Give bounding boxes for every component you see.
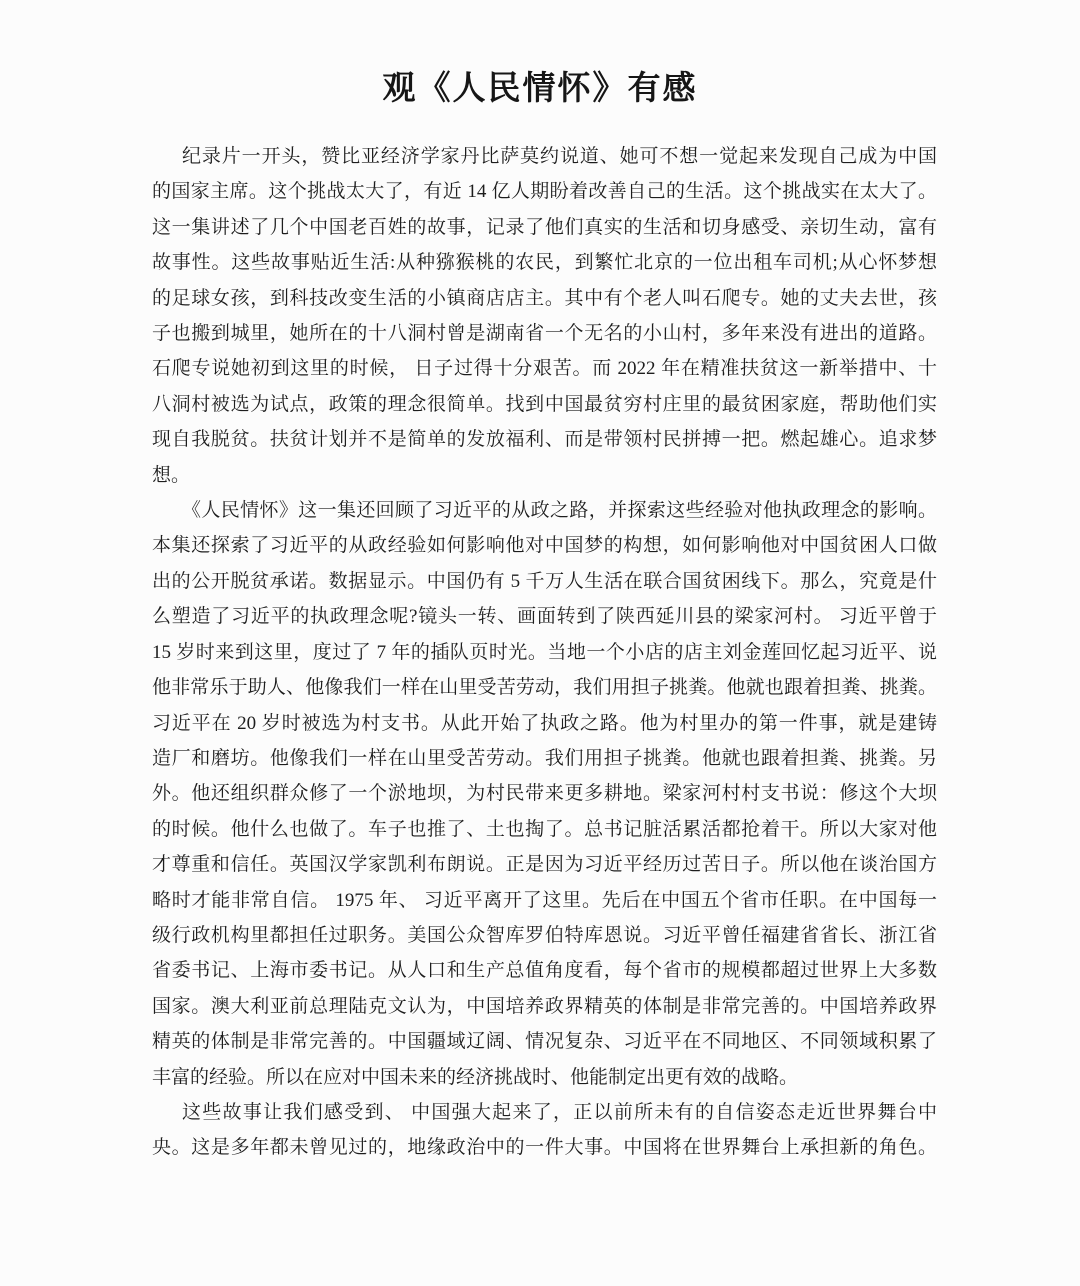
document-body: [0, 139, 1080, 1166]
text-line: 么塑造了习近平的执政理念呢?镜头一转、画面转到了陕西延川县的梁家河村。 习近平曾于: [152, 606, 937, 628]
text-line: 的足球女孩，到科技改变生活的小镇商店店主。其中有个老人叫石爬专。她的丈夫去世，孩: [152, 287, 937, 309]
text-line: 想。: [152, 464, 191, 486]
document-title: 观《人民情怀》有感: [382, 69, 698, 106]
text-line: 《人民情怀》这一集还回顾了习近平的从政之路，并探索这些经验对他执政理念的影响。: [182, 500, 937, 522]
text-line: 他非常乐于助人、他像我们一样在山里受苦劳动，我们用担子挑粪。他就也跟着担粪、挑粪。: [152, 677, 937, 699]
text-line: 略时才能非常自信。 1975 年、 习近平离开了这里。先后在中国五个省市任职。在中国每一: [152, 889, 937, 911]
text-line: 本集还探索了习近平的从政经验如何影响他对中国梦的构想，如何影响他对中国贫困人口做: [152, 535, 937, 557]
text-line: 央。这是多年都未曾见过的，地缘政治中的一件大事。中国将在世界舞台上承担新的角色。: [152, 1137, 937, 1159]
text-line: 八洞村被选为试点，政策的理念很简单。找到中国最贫穷村庄里的最贫困家庭，帮助他们实: [152, 393, 937, 415]
text-line: 的时候。他什么也做了。车子也推了、土也掏了。总书记脏活累活都抢着干。所以大家对他: [152, 818, 937, 840]
text-line: 15 岁时来到这里，度过了 7 年的插队页时光。当地一个小店的店主刘金莲回忆起习近平、说: [152, 641, 937, 663]
text-line: 故事性。这些故事贴近生活:从种猕猴桃的农民，到繁忙北京的一位出租车司机;从心怀梦想: [152, 252, 937, 274]
text-line: 出的公开脱贫承诺。数据显示。中国仍有 5 千万人生活在联合国贫困线下。那么，究竟是什: [152, 570, 937, 592]
text-line: 国家。澳大利亚前总理陆克文认为，中国培养政界精英的体制是非常完善的。中国培养政界: [152, 995, 937, 1017]
text-line: 外。他还组织群众修了一个淤地坝，为村民带来更多耕地。梁家河村村支书说：修这个大坝: [152, 783, 937, 805]
text-line: 子也搬到城里，她所在的十八洞村曾是湖南省一个无名的小山村，多年来没有进出的道路。: [152, 323, 937, 345]
text-line: 丰富的经验。所以在应对中国未来的经济挑战时、他能制定出更有效的战略。: [152, 1066, 799, 1088]
text-line: 石爬专说她初到这里的时候， 日子过得十分艰苦。而 2022 年在精准扶贫这一新举措中、十: [152, 358, 937, 380]
text-line: 造厂和磨坊。他像我们一样在山里受苦劳动。我们用担子挑粪。他就也跟着担粪、挑粪。另: [152, 747, 937, 769]
text-line: 的国家主席。这个挑战太大了，有近 14 亿人期盼着改善自己的生活。这个挑战实在太大了。: [152, 181, 937, 203]
text-line: 才尊重和信任。英国汉学家凯利布朗说。正是因为习近平经历过苦日子。所以他在谈治国方: [152, 854, 937, 876]
text-line: 精英的体制是非常完善的。中国疆域辽阔、情况复杂、习近平在不同地区、不同领域积累了: [152, 1031, 937, 1053]
text-line: 省委书记、上海市委书记。从人口和生产总值角度看，每个省市的规模都超过世界上大多数: [152, 960, 937, 982]
text-line: 这一集讲述了几个中国老百姓的故事，记录了他们真实的生活和切身感受、亲切生动，富有: [152, 216, 937, 238]
text-line: 习近平在 20 岁时被选为村支书。从此开始了执政之路。他为村里办的第一件事，就是建铸: [152, 712, 937, 734]
text-line: 这些故事让我们感受到、 中国强大起来了，正以前所未有的自信姿态走近世界舞台中: [182, 1101, 937, 1123]
text-line: 现自我脱贫。扶贫计划并不是简单的发放福利、而是带领村民拼搏一把。燃起雄心。追求梦: [152, 429, 937, 451]
text-line: 级行政机构里都担任过职务。美国公众智库罗伯特库恩说。习近平曾任福建省省长、浙江省: [152, 924, 937, 946]
text-line: 纪录片一开头，赞比亚经济学家丹比萨莫约说道、她可不想一觉起来发现自己成为中国: [182, 146, 937, 167]
